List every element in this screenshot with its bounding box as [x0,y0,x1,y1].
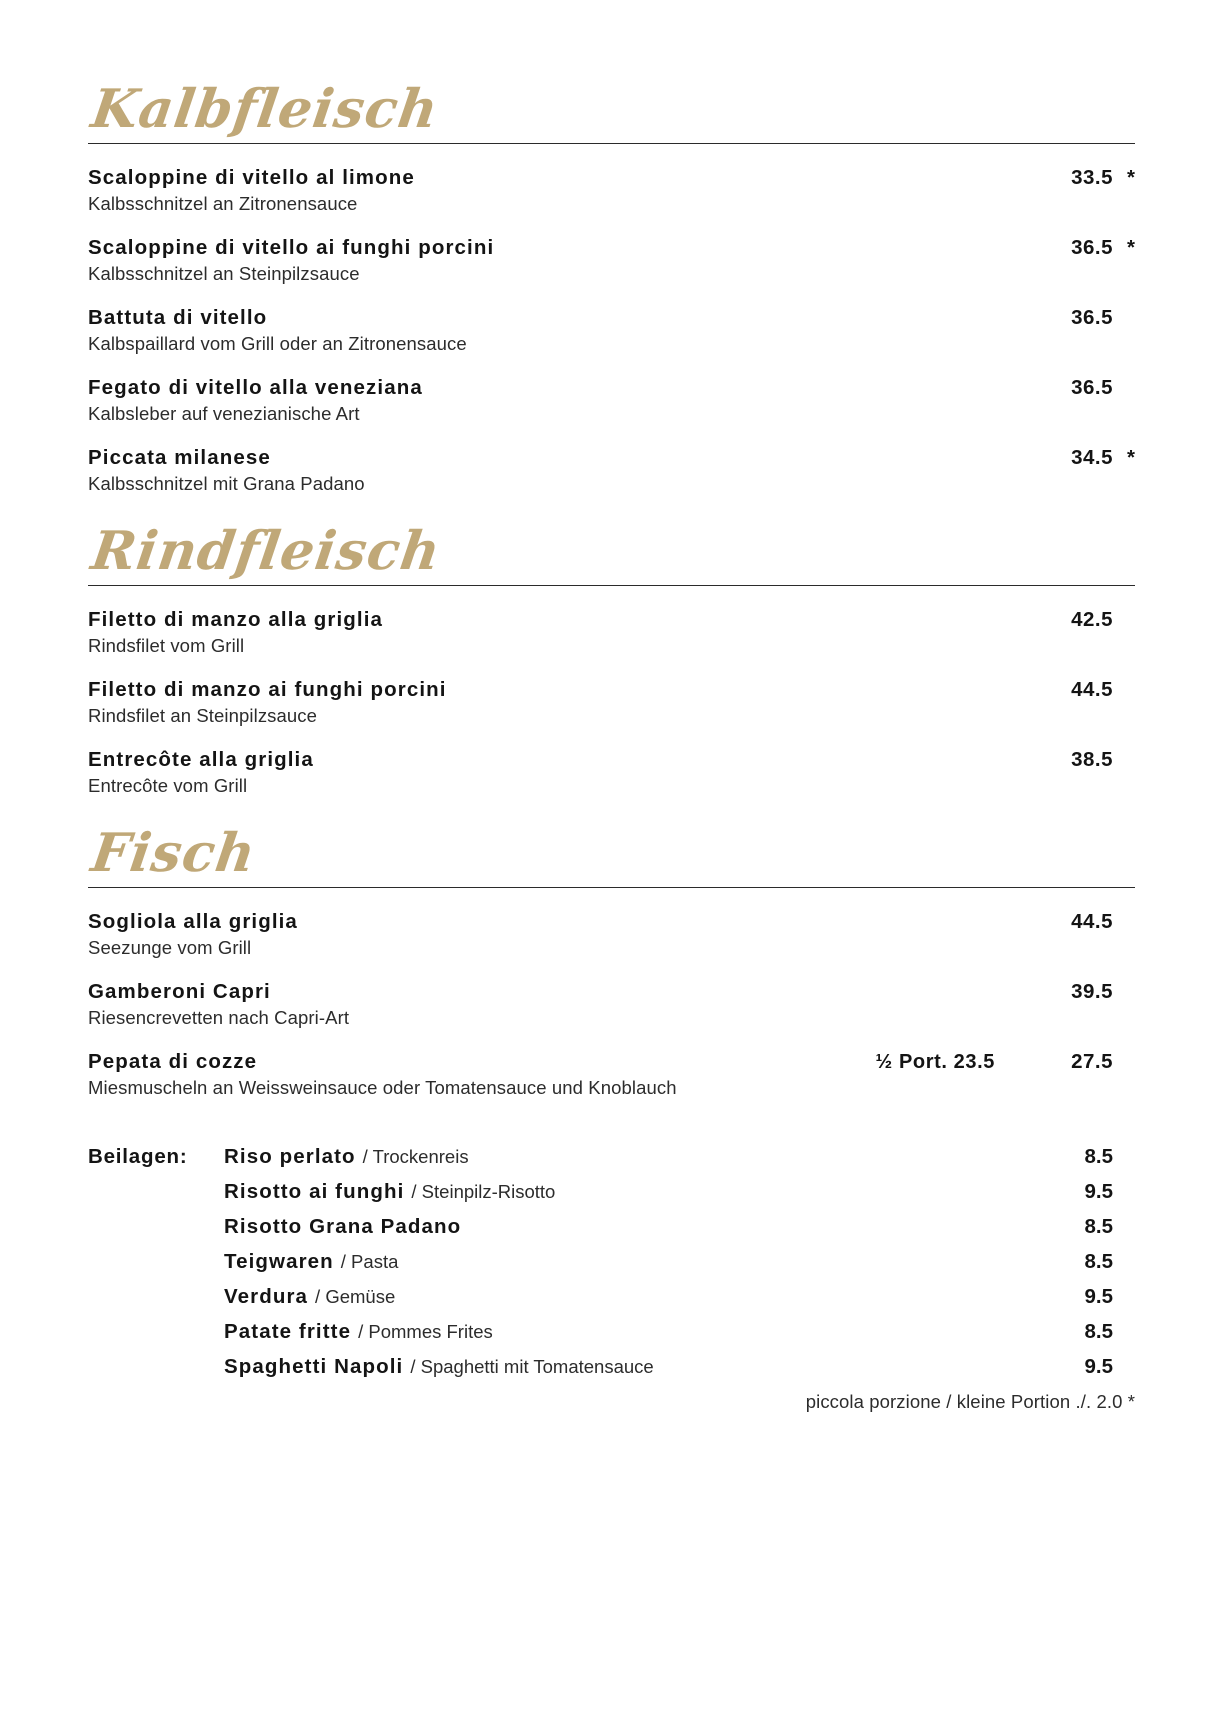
menu-sections [88,74,1135,1099]
menu-item-description: Kalbsschnitzel an Zitronensauce [88,193,358,214]
menu-item-line [88,608,1135,632]
side-dish-row [88,1320,1135,1344]
menu-item-name: Pepata di cozze [88,1050,258,1073]
section-divider [88,585,1135,586]
side-dish-price: 9.5 [1084,1355,1113,1378]
section-divider [88,887,1135,888]
side-dish-name: Teigwaren [224,1250,334,1273]
menu-item-name: Sogliola alla griglia [88,910,298,933]
menu-item [88,166,1135,215]
menu-item [88,678,1135,727]
menu-item [88,376,1135,425]
menu-item-description: Riesencrevetten nach Capri-Art [88,1007,350,1028]
section-title: Fisch [87,822,260,884]
menu-item-name: Fegato di vitello alla veneziana [88,376,423,399]
menu-item-price: 44.5 [1071,910,1113,933]
side-dish-name: Riso perlato [224,1145,356,1168]
side-dish-row [88,1145,1135,1169]
menu-item-list [88,910,1135,1099]
side-dish-row [88,1215,1135,1239]
menu-item-line [88,678,1135,702]
side-dish-description: / Spaghetti mit Tomatensauce [410,1356,654,1377]
menu-section [88,516,1135,797]
side-dish-name: Verdura [224,1285,309,1308]
menu-item-line [88,376,1135,400]
side-dish-name: Risotto Grana Padano [224,1215,462,1238]
section-header [88,818,1135,896]
side-dish-description: / Pommes Frites [358,1321,493,1342]
menu-section [88,818,1135,1099]
menu-item-name: Gamberoni Capri [88,980,271,1003]
menu-item-price: 33.5 [1071,166,1113,189]
side-dish-name: Spaghetti Napoli [224,1355,404,1378]
side-dish-price: 9.5 [1084,1180,1113,1203]
side-dish-row [88,1180,1135,1204]
menu-item-line [88,446,1135,470]
side-dish-description: / Gemüse [315,1286,396,1307]
side-dish-price: 9.5 [1084,1285,1113,1308]
section-header [88,74,1135,152]
menu-item-price: 36.5 [1071,306,1113,329]
menu-item-description: Kalbspaillard vom Grill oder an Zitronensauce [88,333,467,354]
menu-item-price: 27.5 [1071,1050,1113,1073]
side-dish-name: Risotto ai funghi [224,1180,405,1203]
price-footnote-marker: * [1127,236,1135,259]
price-footnote-marker: * [1127,166,1135,189]
menu-item-name: Scaloppine di vitello ai funghi porcini [88,236,495,259]
side-dish-price: 8.5 [1084,1320,1113,1343]
menu-item-description: Kalbsschnitzel mit Grana Padano [88,473,365,494]
side-dish-description: / Pasta [340,1251,399,1272]
menu-item-line [88,980,1135,1004]
menu-item-line [88,166,1135,190]
menu-item [88,306,1135,355]
section-header [88,516,1135,594]
price-footnote-marker: * [1127,446,1135,469]
menu-item-name: Battuta di vitello [88,306,268,329]
section-divider [88,143,1135,144]
menu-item-line [88,910,1135,934]
menu-item-price: 36.5 [1071,376,1113,399]
menu-item-line [88,748,1135,772]
menu-item-list [88,166,1135,495]
menu-item-description: Kalbsschnitzel an Steinpilzsauce [88,263,360,284]
menu-item-description: Miesmuscheln an Weissweinsauce oder Tomatensauce und Knoblauch [88,1077,677,1098]
menu-item-price: 36.5 [1071,236,1113,259]
menu-item-name: Filetto di manzo alla griglia [88,608,384,631]
menu-item-description: Kalbsleber auf venezianische Art [88,403,360,424]
menu-item-line [88,236,1135,260]
menu-item-price: 42.5 [1071,608,1113,631]
side-dish-description: / Trockenreis [362,1146,469,1167]
menu-item-name: Entrecôte alla griglia [88,748,314,771]
menu-item-line [88,1050,1135,1074]
section-title: Kalbfleisch [87,78,443,140]
menu-item [88,446,1135,495]
menu-item-description: Rindsfilet an Steinpilzsauce [88,705,318,726]
sides-label: Beilagen: [88,1145,188,1168]
menu-item [88,236,1135,285]
side-dish-row [88,1285,1135,1309]
menu-item-name: Piccata milanese [88,446,271,469]
menu-item-name: Filetto di manzo ai funghi porcini [88,678,447,701]
menu-item-description: Entrecôte vom Grill [88,775,248,796]
side-dish-row [88,1250,1135,1274]
side-dish-price: 8.5 [1084,1145,1113,1168]
side-dish-name: Patate fritte [224,1320,352,1343]
menu-item [88,748,1135,797]
menu-item-line [88,306,1135,330]
menu-item-price: 38.5 [1071,748,1113,771]
menu-item [88,910,1135,959]
side-dishes-block [88,1145,1135,1413]
menu-item [88,1050,1135,1099]
menu-item-description: Seezunge vom Grill [88,937,252,958]
menu-section [88,74,1135,495]
menu-item-list [88,608,1135,797]
side-dish-description: / Steinpilz-Risotto [411,1181,556,1202]
sides-footnote: piccola porzione / kleine Portion ./. 2.0 * [805,1391,1135,1412]
menu-item-price: 39.5 [1071,980,1113,1003]
sides-list [88,1145,1135,1413]
menu-item [88,980,1135,1029]
side-dish-price: 8.5 [1084,1215,1113,1238]
menu-item [88,608,1135,657]
side-dish-price: 8.5 [1084,1250,1113,1273]
menu-item-name: Scaloppine di vitello al limone [88,166,415,189]
section-title: Rindfleisch [87,520,445,582]
side-dish-row [88,1355,1135,1379]
menu-item-price: 44.5 [1071,678,1113,701]
menu-item-description: Rindsfilet vom Grill [88,635,245,656]
menu-item-price: 34.5 [1071,446,1113,469]
half-portion-price: ½ Port. 23.5 [875,1051,995,1073]
